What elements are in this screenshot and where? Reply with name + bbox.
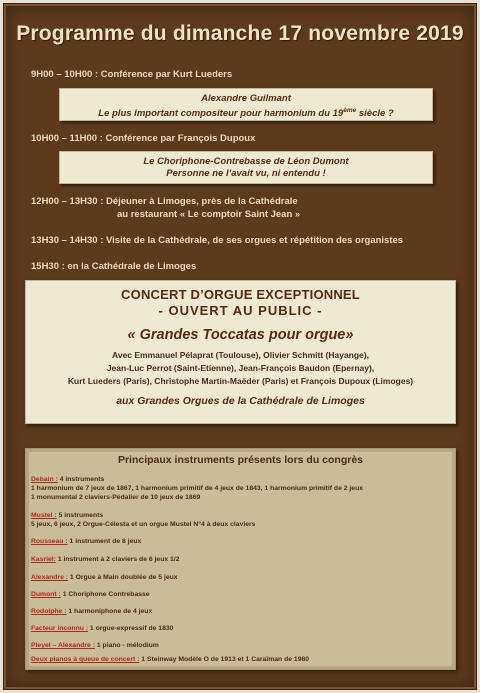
performers-line: Jean-Luc Perrot (Saint-Etienne), Jean-François Baudon (Epernay),: [106, 363, 375, 373]
schedule-item-1: 9H00 – 10H00 : Conférence par Kurt Lueders: [31, 69, 233, 80]
performers-line: Avec Emmanuel Pélaprat (Toulouse), Olivier Schmitt (Hayange),: [112, 350, 369, 360]
talk-subtitle: Personne ne l’avait vu, ni entendu !: [166, 168, 326, 179]
schedule-item-5: 15H30 : en la Cathédrale de Limoges: [31, 261, 197, 272]
instrument-entry-debain: Debain : 4 instruments 1 harmonium de 7 jeux de 1867, 1 harmonium primitif de 4 jeux de 1843, 1 harmonium primitif de 2 jeux 1 monumental 2 claviers-Pédalier de 10 jeux de 1869: [31, 476, 364, 501]
concert-program: « Grandes Toccatas pour orgue»: [127, 327, 354, 343]
concert-venue: aux Grandes Orgues de la Cathédrale de Limoges: [116, 395, 365, 407]
concert-box: [25, 280, 456, 424]
instrument-entry-mustel: Mustel : 5 instruments 5 jeux, 6 jeux, 2 Orgue-Célesta et un orgue Mustel N°4 à deux claviers: [31, 512, 256, 528]
concert-subtitle: - OUVERT AU PUBLIC -: [158, 303, 323, 318]
schedule-item-2: 10H00 – 11H00 : Conférence par François Dupoux: [31, 133, 256, 144]
talk-box-choriphone: [59, 151, 433, 184]
talk-box-guilmant: [59, 88, 433, 121]
schedule-item-3-line2: au restaurant « Le comptoir Saint Jean »: [117, 209, 301, 220]
schedule-item-4: 13H30 – 14H30 : Visite de la Cathédrale, de ses orgues et répétition des organistes: [31, 235, 404, 246]
instruments-title: Principaux instruments présents lors du congrès: [117, 454, 364, 466]
instrument-entry-alexandre: Alexandre : 1 Orgue à Main doublée de 5 jeux: [31, 574, 178, 581]
instrument-entry-kasriel: Kasriel: 1 instrument à 2 claviers de 6 jeux 1/2: [31, 556, 180, 563]
instrument-entry-rodolphe: Rodolphe : 1 harmoniphone de 4 jeux: [31, 608, 153, 615]
instrument-entry-pleyel: Pleyel – Alexandre : 1 piano - mélodium: [31, 642, 159, 649]
concert-title: CONCERT D’ORGUE EXCEPTIONNEL: [121, 287, 360, 302]
instrument-entry-pianos: Deux pianos à queue de concert : 1 Steinway Modèle O de 1913 et 1 Caraïman de 1980: [31, 656, 310, 663]
talk-subtitle: Le plus important compositeur pour harmonium du 19ème siècle ?: [98, 107, 394, 120]
instrument-entry-unknown-maker: Facteur inconnu : 1 orgue-expressif de 1830: [31, 625, 174, 632]
performers-line: Kurt Lueders (Paris), Christophe Martin-Maëder (Paris) et François Dupoux (Limoges): [67, 376, 414, 386]
talk-title: Alexandre Guilmant: [201, 93, 291, 104]
page-title: Programme du dimanche 17 novembre 2019: [16, 22, 464, 45]
instruments-box: [25, 448, 456, 670]
instrument-entry-rousseau: Rousseau : 1 instrument de 8 jeux: [31, 538, 142, 545]
instrument-entry-dumont: Dumont : 1 Choriphone Contrebasse: [31, 591, 150, 598]
schedule-item-3: 12H00 – 13H30 : Déjeuner à Limoges, près de la Cathédrale: [31, 196, 298, 207]
concert-performers: [26, 349, 455, 388]
talk-title: Le Choriphone-Contrebasse de Léon Dumont: [143, 156, 349, 167]
